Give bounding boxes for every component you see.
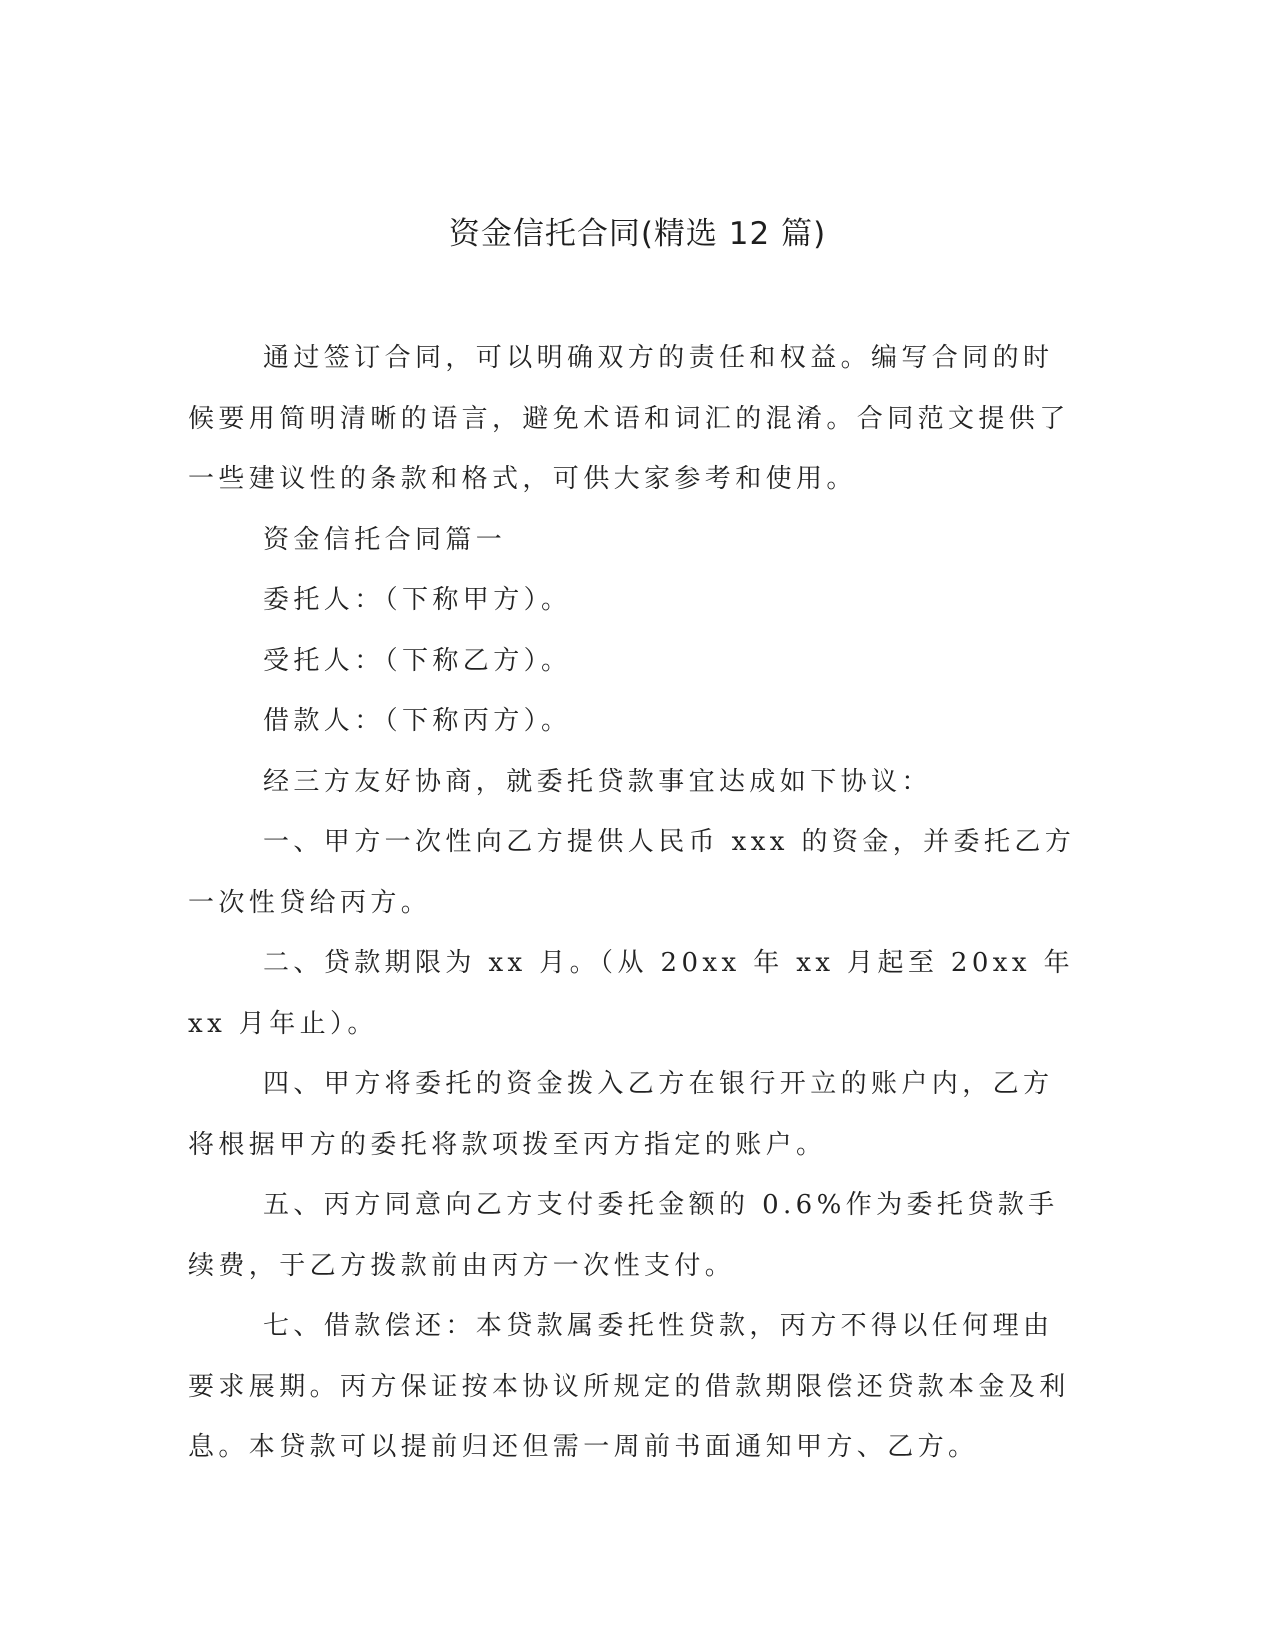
document-body (188, 328, 1080, 1478)
party-borrower: 借款人：（下称丙方）。 (263, 706, 572, 736)
section-heading: 资金信托合同篇一 (263, 524, 507, 555)
intro-paragraph: 通过签订合同，可以明确双方的责任和权益。编写合同的时候要用简明清晰的语言，避免术语和词汇的混淆。合同范文提供了一些建议性的条款和格式，可供大家参考和使用。 (188, 343, 1070, 494)
agreement-preamble: 经三方友好协商，就委托贷款事宜达成如下协议： (263, 766, 932, 797)
clause-2: 二、贷款期限为 xx 月。（从 20xx 年 xx 月起至 20xx 年 xx 月年止）。 (188, 948, 1074, 1039)
party-trustee: 受托人：（下称乙方）。 (263, 645, 572, 676)
party-entrustor: 委托人：（下称甲方）。 (263, 585, 572, 615)
clause-7: 七、借款偿还：本贷款属委托性贷款，丙方不得以任何理由要求展期。丙方保证按本协议所规定的借款期限偿还贷款本金及利息。本贷款可以提前归还但需一周前书面通知甲方、乙方。 (188, 1311, 1070, 1462)
clause-1: 一、甲方一次性向乙方提供人民币 xxx 的资金，并委托乙方一次性贷给丙方。 (188, 827, 1076, 918)
document-title: 资金信托合同(精选 12 篇) (448, 216, 827, 252)
clause-5: 五、丙方同意向乙方支付委托金额的 0.6%作为委托贷款手续费，于乙方拨款前由丙方一次性支付。 (188, 1190, 1059, 1281)
clause-4: 四、甲方将委托的资金拨入乙方在银行开立的账户内，乙方将根据甲方的委托将款项拨至丙方指定的账户。 (188, 1069, 1054, 1160)
